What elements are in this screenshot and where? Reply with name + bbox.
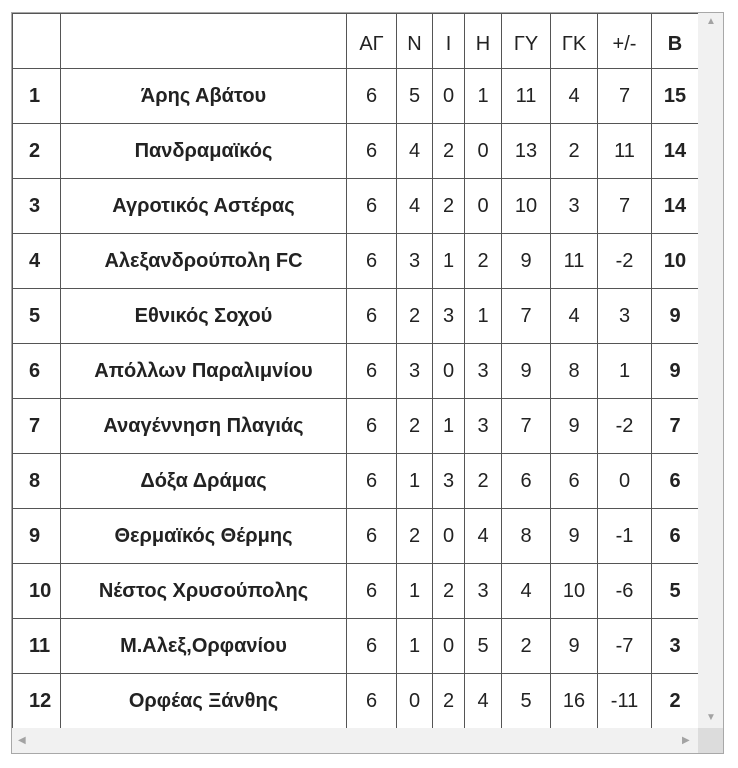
cell-played: 6 xyxy=(347,619,397,674)
horizontal-scrollbar[interactable] xyxy=(12,728,698,753)
cell-points: 7 xyxy=(652,399,699,454)
cell-points: 9 xyxy=(652,289,699,344)
cell-goals-against: 6 xyxy=(551,454,598,509)
cell-goals-for: 7 xyxy=(502,289,551,344)
cell-wins: 4 xyxy=(397,124,433,179)
vertical-scrollbar[interactable] xyxy=(698,13,723,728)
table-row xyxy=(13,124,699,179)
cell-points: 6 xyxy=(652,509,699,564)
cell-wins: 3 xyxy=(397,234,433,289)
table-row xyxy=(13,564,699,619)
cell-draws: 2 xyxy=(433,179,465,234)
table-row xyxy=(13,234,699,289)
cell-goals-for: 9 xyxy=(502,344,551,399)
cell-losses: 3 xyxy=(465,564,502,619)
header-row xyxy=(13,14,699,69)
cell-wins: 0 xyxy=(397,674,433,729)
cell-rank: 2 xyxy=(13,124,61,179)
table-row xyxy=(13,344,699,399)
cell-team: Πανδραμαϊκός xyxy=(61,124,347,179)
cell-team: Μ.Αλεξ,Ορφανίου xyxy=(61,619,347,674)
cell-goals-against: 9 xyxy=(551,399,598,454)
cell-rank: 12 xyxy=(13,674,61,729)
cell-goal-diff: -2 xyxy=(598,399,652,454)
cell-rank: 5 xyxy=(13,289,61,344)
cell-goal-diff: 3 xyxy=(598,289,652,344)
cell-points: 15 xyxy=(652,69,699,124)
cell-goals-for: 7 xyxy=(502,399,551,454)
table-row xyxy=(13,399,699,454)
cell-rank: 9 xyxy=(13,509,61,564)
cell-goals-against: 4 xyxy=(551,69,598,124)
cell-goal-diff: 7 xyxy=(598,69,652,124)
table-row xyxy=(13,69,699,124)
cell-rank: 8 xyxy=(13,454,61,509)
scroll-up-arrow-icon[interactable]: ▲ xyxy=(706,16,716,27)
cell-losses: 0 xyxy=(465,179,502,234)
cell-goal-diff: -11 xyxy=(598,674,652,729)
cell-rank: 6 xyxy=(13,344,61,399)
cell-rank: 11 xyxy=(13,619,61,674)
table-row xyxy=(13,454,699,509)
cell-points: 6 xyxy=(652,454,699,509)
cell-losses: 2 xyxy=(465,234,502,289)
cell-draws: 0 xyxy=(433,509,465,564)
table-row xyxy=(13,619,699,674)
cell-goals-for: 2 xyxy=(502,619,551,674)
cell-goals-against: 4 xyxy=(551,289,598,344)
cell-rank: 10 xyxy=(13,564,61,619)
scroll-right-arrow-icon[interactable]: ▶ xyxy=(682,735,690,746)
cell-wins: 2 xyxy=(397,399,433,454)
cell-wins: 4 xyxy=(397,179,433,234)
cell-points: 14 xyxy=(652,124,699,179)
header-wins: Ν xyxy=(397,14,433,69)
cell-goals-against: 16 xyxy=(551,674,598,729)
cell-played: 6 xyxy=(347,69,397,124)
cell-draws: 2 xyxy=(433,564,465,619)
cell-goals-against: 2 xyxy=(551,124,598,179)
cell-team: Απόλλων Παραλιμνίου xyxy=(61,344,347,399)
cell-played: 6 xyxy=(347,289,397,344)
cell-draws: 0 xyxy=(433,344,465,399)
cell-goals-for: 5 xyxy=(502,674,551,729)
cell-wins: 3 xyxy=(397,344,433,399)
cell-team: Αναγέννηση Πλαγιάς xyxy=(61,399,347,454)
cell-goals-against: 3 xyxy=(551,179,598,234)
cell-losses: 3 xyxy=(465,344,502,399)
cell-wins: 2 xyxy=(397,289,433,344)
cell-points: 3 xyxy=(652,619,699,674)
header-goal-diff: +/- xyxy=(598,14,652,69)
cell-points: 5 xyxy=(652,564,699,619)
table-row xyxy=(13,674,699,729)
cell-goal-diff: -1 xyxy=(598,509,652,564)
header-points: Β xyxy=(652,14,699,69)
cell-losses: 2 xyxy=(465,454,502,509)
cell-rank: 7 xyxy=(13,399,61,454)
cell-draws: 3 xyxy=(433,289,465,344)
cell-team: Ορφέας Ξάνθης xyxy=(61,674,347,729)
cell-goal-diff: 11 xyxy=(598,124,652,179)
cell-goals-for: 10 xyxy=(502,179,551,234)
cell-played: 6 xyxy=(347,234,397,289)
cell-played: 6 xyxy=(347,124,397,179)
cell-goals-for: 6 xyxy=(502,454,551,509)
cell-rank: 4 xyxy=(13,234,61,289)
cell-goals-for: 8 xyxy=(502,509,551,564)
cell-points: 9 xyxy=(652,344,699,399)
cell-goals-against: 11 xyxy=(551,234,598,289)
cell-losses: 1 xyxy=(465,289,502,344)
cell-team: Νέστος Χρυσούπολης xyxy=(61,564,347,619)
cell-rank: 1 xyxy=(13,69,61,124)
cell-played: 6 xyxy=(347,674,397,729)
cell-losses: 4 xyxy=(465,674,502,729)
table-row xyxy=(13,179,699,234)
cell-draws: 0 xyxy=(433,69,465,124)
scroll-down-arrow-icon[interactable]: ▼ xyxy=(706,712,716,723)
cell-goal-diff: 7 xyxy=(598,179,652,234)
cell-draws: 3 xyxy=(433,454,465,509)
cell-points: 14 xyxy=(652,179,699,234)
cell-losses: 3 xyxy=(465,399,502,454)
cell-played: 6 xyxy=(347,179,397,234)
cell-losses: 5 xyxy=(465,619,502,674)
cell-goals-against: 9 xyxy=(551,509,598,564)
cell-wins: 2 xyxy=(397,509,433,564)
cell-wins: 5 xyxy=(397,69,433,124)
cell-wins: 1 xyxy=(397,564,433,619)
table-row xyxy=(13,289,699,344)
header-goals-for: ΓΥ xyxy=(502,14,551,69)
cell-draws: 1 xyxy=(433,399,465,454)
cell-team: Αλεξανδρούπολη FC xyxy=(61,234,347,289)
scroll-left-arrow-icon[interactable]: ◀ xyxy=(18,735,26,746)
cell-team: Θερμαϊκός Θέρμης xyxy=(61,509,347,564)
cell-losses: 4 xyxy=(465,509,502,564)
cell-goals-against: 10 xyxy=(551,564,598,619)
cell-goal-diff: -7 xyxy=(598,619,652,674)
cell-team: Εθνικός Σοχού xyxy=(61,289,347,344)
cell-played: 6 xyxy=(347,399,397,454)
cell-goals-for: 11 xyxy=(502,69,551,124)
header-team xyxy=(61,14,347,69)
cell-goal-diff: 1 xyxy=(598,344,652,399)
cell-wins: 1 xyxy=(397,619,433,674)
cell-goal-diff: -6 xyxy=(598,564,652,619)
cell-points: 10 xyxy=(652,234,699,289)
cell-goal-diff: 0 xyxy=(598,454,652,509)
cell-losses: 1 xyxy=(465,69,502,124)
scrollbar-corner xyxy=(698,728,723,753)
cell-played: 6 xyxy=(347,344,397,399)
header-draws: Ι xyxy=(433,14,465,69)
cell-goals-for: 13 xyxy=(502,124,551,179)
cell-team: Άρης Αβάτου xyxy=(61,69,347,124)
cell-played: 6 xyxy=(347,509,397,564)
standings-table xyxy=(12,13,699,729)
cell-goals-against: 9 xyxy=(551,619,598,674)
header-rank xyxy=(13,14,61,69)
cell-played: 6 xyxy=(347,564,397,619)
cell-goals-for: 9 xyxy=(502,234,551,289)
cell-played: 6 xyxy=(347,454,397,509)
cell-goals-for: 4 xyxy=(502,564,551,619)
standings-table-frame xyxy=(11,12,724,754)
cell-draws: 1 xyxy=(433,234,465,289)
header-losses: Η xyxy=(465,14,502,69)
table-row xyxy=(13,509,699,564)
cell-goal-diff: -2 xyxy=(598,234,652,289)
header-played: ΑΓ xyxy=(347,14,397,69)
cell-draws: 2 xyxy=(433,674,465,729)
cell-team: Δόξα Δράμας xyxy=(61,454,347,509)
cell-wins: 1 xyxy=(397,454,433,509)
cell-rank: 3 xyxy=(13,179,61,234)
cell-team: Αγροτικός Αστέρας xyxy=(61,179,347,234)
cell-losses: 0 xyxy=(465,124,502,179)
header-goals-against: ΓΚ xyxy=(551,14,598,69)
cell-points: 2 xyxy=(652,674,699,729)
cell-draws: 0 xyxy=(433,619,465,674)
cell-goals-against: 8 xyxy=(551,344,598,399)
cell-draws: 2 xyxy=(433,124,465,179)
